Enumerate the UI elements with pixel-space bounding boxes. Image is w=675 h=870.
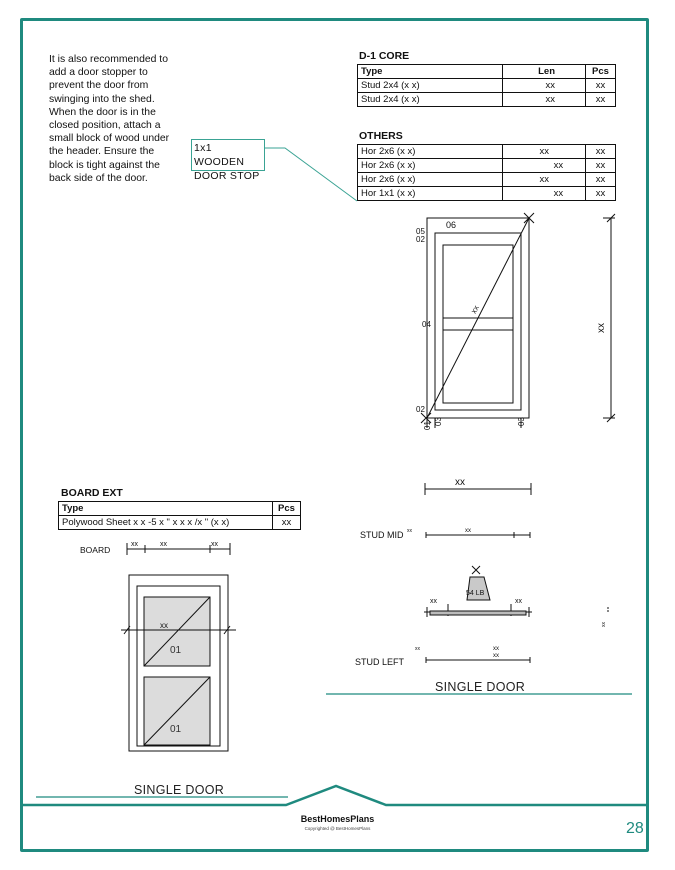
cell-len: xx bbox=[503, 79, 586, 93]
cell-pcs: xx bbox=[586, 79, 616, 93]
cell-pcs: xx bbox=[586, 173, 616, 187]
frame-label-04: 04 bbox=[422, 320, 431, 329]
cell-type: Hor 1x1 (x x) bbox=[358, 187, 503, 201]
board-width-label: xx bbox=[160, 621, 168, 630]
stud-mid-dimension bbox=[426, 532, 530, 538]
d1-core-title: D-1 CORE bbox=[359, 50, 410, 62]
cell-type: Stud 2x4 (x x) bbox=[358, 93, 503, 107]
cell-pcs: xx bbox=[586, 93, 616, 107]
stud-left-value: xx bbox=[493, 646, 499, 652]
cell-pcs: xx bbox=[273, 516, 301, 530]
col-pcs: Pcs bbox=[273, 502, 301, 516]
block-left-label: xx bbox=[430, 598, 437, 605]
side-tick-mark bbox=[607, 608, 609, 611]
cell-len: xx bbox=[503, 173, 586, 187]
frame-label-02: 02 bbox=[416, 235, 425, 244]
caption-single-door-left: SINGLE DOOR bbox=[134, 783, 225, 797]
callout-leader-line bbox=[265, 148, 357, 201]
cell-len: xx bbox=[503, 187, 586, 201]
block-right-label: xx bbox=[515, 598, 522, 605]
frame-label-06: 06 bbox=[446, 220, 457, 230]
col-pcs: Pcs bbox=[586, 65, 616, 79]
cell-pcs: xx bbox=[586, 145, 616, 159]
stud-left-label: STUD LEFT bbox=[355, 657, 405, 667]
board-panel-1-label: 01 bbox=[170, 645, 182, 656]
cell-type: Polywood Sheet x x -5 x " x x x /x " (x x) bbox=[59, 516, 273, 530]
frame-label-02-bottom: 02 bbox=[416, 405, 425, 414]
board-right-label: xx bbox=[211, 541, 218, 548]
frame-label-01: 01 bbox=[423, 421, 432, 430]
side-mark-label: xx bbox=[601, 622, 607, 627]
cell-len: xx bbox=[503, 93, 586, 107]
door-stop-callout: 1x1 WOODEN DOOR STOP bbox=[191, 139, 265, 171]
footer-copyright: Copyrighted @ BestHomesPlans bbox=[304, 826, 371, 831]
board-ext-title: BOARD EXT bbox=[61, 487, 123, 499]
block-weight-label: 54 LB bbox=[466, 590, 485, 597]
footer-brand: BestHomesPlans bbox=[300, 814, 375, 824]
cell-type: Stud 2x4 (x x) bbox=[358, 79, 503, 93]
frame-label-03-right: 03 bbox=[517, 417, 526, 426]
board-panel-2-label: 01 bbox=[170, 724, 182, 735]
frame-label-05: 05 bbox=[416, 227, 425, 236]
cell-type: Hor 2x6 (x x) bbox=[358, 173, 503, 187]
stud-mid-small-label: xx bbox=[407, 528, 412, 534]
frame-height-label: xx bbox=[596, 323, 607, 333]
caption-single-door-right: SINGLE DOOR bbox=[435, 680, 526, 694]
width-dimension-label: xx bbox=[455, 477, 465, 488]
frame-diagonal-label: xx bbox=[469, 303, 481, 316]
col-type: Type bbox=[358, 65, 503, 79]
width-dimension bbox=[425, 483, 531, 495]
cell-type: Hor 2x6 (x x) bbox=[358, 159, 503, 173]
cell-len: xx bbox=[503, 159, 586, 173]
board-mid-label: xx bbox=[160, 541, 167, 548]
col-type: Type bbox=[59, 502, 273, 516]
door-frame-elevation bbox=[421, 213, 615, 428]
col-len: Len bbox=[503, 65, 586, 79]
cell-pcs: xx bbox=[586, 159, 616, 173]
stud-mid-value: xx bbox=[465, 528, 471, 534]
cell-len: xx bbox=[503, 145, 586, 159]
stud-left-small-label: xx bbox=[415, 646, 420, 652]
cell-type: Hor 2x6 (x x) bbox=[358, 145, 503, 159]
cell-pcs: xx bbox=[586, 187, 616, 201]
stud-mid-label: STUD MID bbox=[360, 530, 404, 540]
frame-label-03-left: 03 bbox=[434, 417, 443, 426]
stud-left-dimension bbox=[426, 657, 530, 663]
footer-rule bbox=[23, 786, 646, 805]
board-left-label: xx bbox=[131, 541, 138, 548]
door-stopper-note: It is also recommended to add a door stopper to prevent the door from swinging into the shed. When the door is in the closed position, attach a small block of wood under the header. Ensure the block is tight against the back side of the door. bbox=[49, 54, 170, 184]
page-number: 28 bbox=[626, 820, 644, 837]
others-title: OTHERS bbox=[359, 130, 403, 142]
board-label: BOARD bbox=[80, 545, 111, 555]
stud-left-sub-value: xx bbox=[493, 653, 499, 659]
